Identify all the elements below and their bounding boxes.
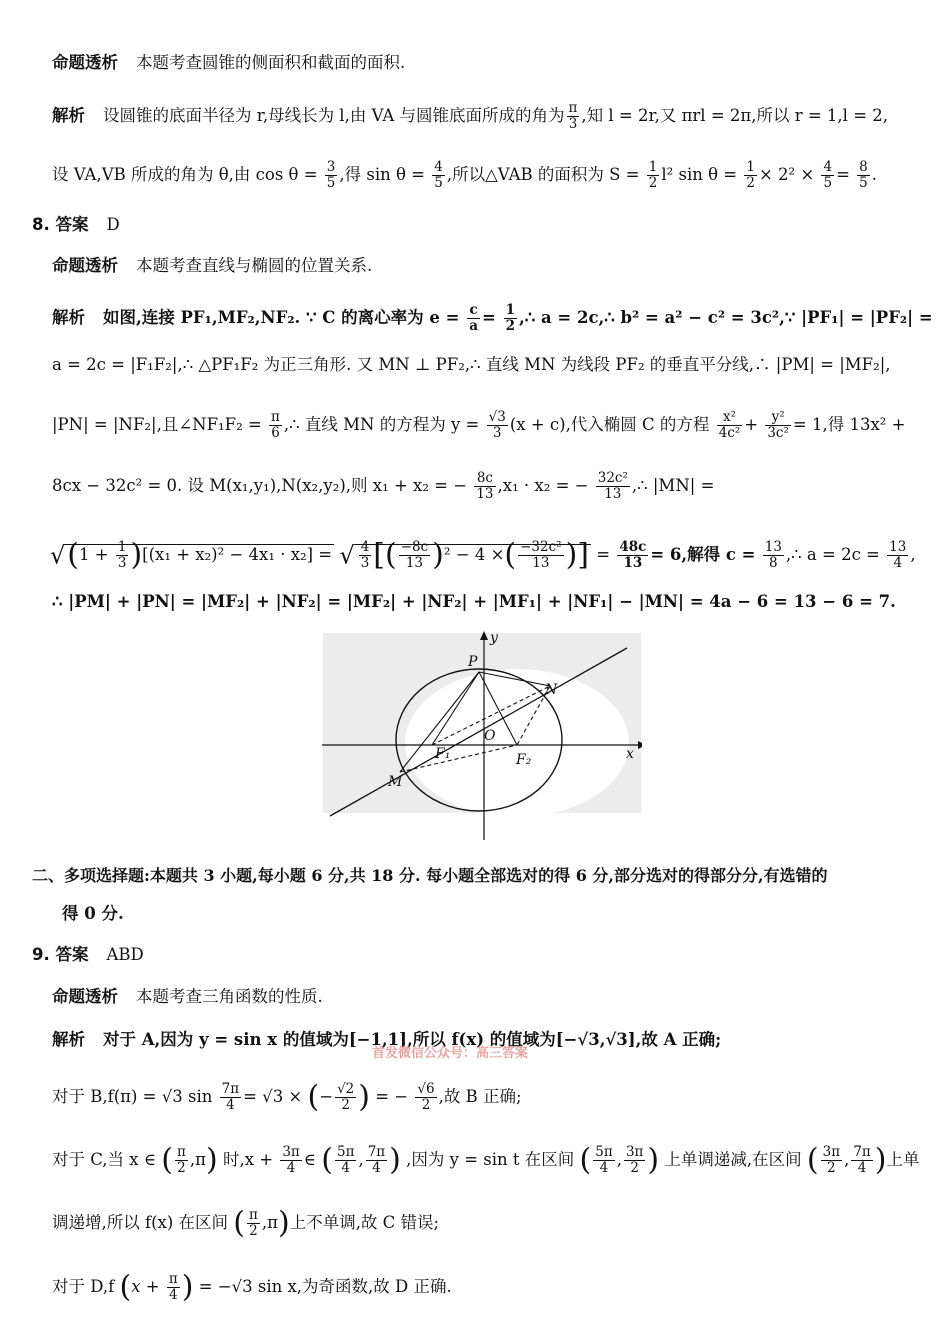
label-p: P <box>468 654 478 670</box>
numerator: π <box>568 100 578 116</box>
text: ,故 B 正确; <box>438 1087 522 1106</box>
text: 设圆锥的底面半径为 r,母线长为 l,由 VA 与圆锥底面所成的角为 <box>103 106 565 125</box>
fraction <box>399 540 430 571</box>
fraction <box>335 1145 356 1176</box>
answer-value: ABD <box>106 945 144 964</box>
fraction <box>617 540 648 571</box>
section2-title-text: 二、多项选择题:本题共 3 小题,每小题 6 分,共 18 分. 每小题全部选对的得 6 分,部分选对的得部分分,有选错的 <box>32 866 828 885</box>
denominator: 5 <box>326 175 336 191</box>
paren: ( <box>806 1142 819 1178</box>
denominator: 4 <box>857 1160 867 1176</box>
label-f1: F₁ <box>435 746 451 762</box>
denominator: 6 <box>271 425 280 441</box>
numerator: −32c² <box>520 539 562 555</box>
fraction <box>765 410 791 441</box>
paren: ) <box>277 1205 290 1241</box>
text: ,∴ a = 2c = <box>785 545 880 564</box>
fraction <box>325 160 338 191</box>
fraction <box>359 540 372 571</box>
fraction <box>415 1082 436 1113</box>
numerator: 3π <box>625 1144 644 1160</box>
text: 上不单调,故 C 错误; <box>289 1213 440 1232</box>
radicand: (1 + $\frac{1}{3}$ )[(x₁ + x₂)² − 4x₁ · x₂] = <box>67 537 333 573</box>
denominator: 3 <box>568 116 578 132</box>
denominator: 4 <box>599 1160 609 1176</box>
text: |PN| = |NF₂|,且∠NF₁F₂ = <box>52 415 262 434</box>
fraction <box>887 540 908 571</box>
paren: ) <box>205 1142 218 1178</box>
radical: √ <box>339 541 355 570</box>
denominator: 5 <box>823 175 833 191</box>
paren: ( <box>504 537 517 573</box>
denominator: 3 <box>117 555 127 571</box>
fraction <box>167 1272 180 1303</box>
text: ,所以△VAB 的面积为 S = <box>446 165 640 184</box>
numerator: 4 <box>360 539 370 555</box>
denominator: 2 <box>630 1160 639 1176</box>
denominator: 2 <box>827 1160 836 1176</box>
text: ,∴ a = 2c,∴ b² = a² − c² = 3c²,∵ |PF₁| = |PF₂| = <box>518 308 933 327</box>
numerator: y² <box>765 410 791 426</box>
numerator: 13 <box>889 539 907 555</box>
text: = <box>481 308 496 327</box>
numerator: √2 <box>337 1081 355 1097</box>
numerator: 7π <box>367 1144 386 1160</box>
numerator: π <box>271 409 280 425</box>
paren: ) <box>432 537 444 573</box>
text: 8cx − 32c² = 0. 设 M(x₁,y₁),N(x₂,y₂),则 x₁ + x₂ = − <box>52 476 468 495</box>
denominator: 3 <box>492 425 502 441</box>
fraction <box>567 101 580 132</box>
solution-tag: 解析 <box>52 308 85 327</box>
numerator: 3π <box>822 1144 841 1160</box>
denominator: a <box>469 318 478 334</box>
numerator: 48c <box>619 539 647 555</box>
denominator: 4 <box>341 1160 351 1176</box>
q8-solution-line-5 <box>50 537 916 573</box>
text: ,得 sin θ = <box>339 165 426 184</box>
fraction <box>269 410 282 441</box>
analysis-tag: 命题透析 <box>52 987 118 1006</box>
text: − 4 × <box>455 545 505 564</box>
text: = 1,得 13x² + <box>792 415 906 434</box>
fraction <box>474 471 495 502</box>
radicand: $\frac{4}{3}$ [( $\frac{-8c}{13}$ )² − 4 ×( $\frac{\text{−32c²}}{13}$ )] <box>355 544 591 564</box>
denominator: 3c² <box>767 425 789 441</box>
paren: ( <box>307 1079 320 1115</box>
q7-analysis-line <box>52 52 405 74</box>
text: , <box>910 545 916 564</box>
denominator: 2 <box>341 1097 350 1113</box>
fraction <box>467 303 480 334</box>
text: 对于 B,f(π) = √3 sin <box>52 1087 213 1106</box>
numerator: 1 <box>117 539 127 555</box>
label-m: M <box>388 774 403 790</box>
denominator: 4 <box>372 1160 381 1176</box>
numerator: −8c <box>400 539 429 555</box>
q8-analysis-line <box>52 255 372 277</box>
numerator: 7π <box>853 1144 871 1160</box>
label-f2: F₂ <box>516 752 532 768</box>
fraction <box>624 1145 645 1176</box>
fraction <box>432 160 445 191</box>
text: ,∴ |MN| = <box>631 476 715 495</box>
background-cutout <box>405 669 629 817</box>
fraction <box>717 410 743 441</box>
text: 设 VA,VB 所成的角为 θ,由 cos θ = <box>52 165 318 184</box>
text: ∴ |PM| + |PN| = |MF₂| + |NF₂| = |MF₂| + |NF₂| + |MF₁| + |NF₁| − |MN| = 4a − 6 = 13 − 6 = 7. <box>52 592 896 611</box>
analysis-tag: 命题透析 <box>52 53 118 72</box>
text: (x + c),代入椭圆 C 的方程 <box>509 415 710 434</box>
q9-answer-line <box>32 944 144 966</box>
text: 上单调递减,在区间 <box>664 1150 802 1169</box>
q7-solution-line-2 <box>52 160 877 191</box>
numerator: 3π <box>282 1144 300 1160</box>
section2-title-cont <box>62 903 124 925</box>
text: 时,x + <box>222 1150 274 1169</box>
numerator: π <box>249 1207 258 1223</box>
numerator: π <box>168 1271 178 1287</box>
text: ,x₁ · x₂ = − <box>497 476 589 495</box>
var-x: x <box>131 1277 141 1296</box>
fraction <box>647 160 660 191</box>
paren: ) <box>647 1142 660 1178</box>
paren: ) <box>874 1142 887 1178</box>
fraction <box>366 1145 387 1176</box>
q8-solution-line-1 <box>52 303 933 334</box>
denominator: 2 <box>177 1160 186 1176</box>
denominator: 2 <box>648 175 658 191</box>
text: 对于 C,当 x ∈ <box>52 1150 157 1169</box>
text: l² sin θ = <box>661 165 738 184</box>
fraction <box>487 410 508 441</box>
text: = − <box>375 1087 409 1106</box>
answer-value: D <box>106 215 120 234</box>
numerator: x² <box>717 410 743 426</box>
x-axis-arrow <box>638 741 642 749</box>
paren: ) <box>389 1142 401 1178</box>
numerator: 8 <box>859 159 868 175</box>
ellipse-figure <box>322 630 642 840</box>
fraction <box>821 160 834 191</box>
text: 调递增,所以 f(x) 在区间 <box>52 1213 229 1232</box>
numerator: 3 <box>326 159 336 175</box>
fraction <box>518 540 563 571</box>
text: = <box>596 545 611 564</box>
section2-title-cont-text: 得 0 分. <box>62 904 124 923</box>
paren: ( <box>233 1205 245 1241</box>
denominator: 2 <box>421 1097 431 1113</box>
denominator: 3 <box>360 555 370 571</box>
q9-solution-c-2: 调递增,所以 f(x) 在区间 ( $\frac{\pi}{2}$ ,π)上不单调,故 C 错误; <box>52 1205 440 1241</box>
section2-title <box>32 865 828 887</box>
denominator: 13 <box>604 486 622 502</box>
numerator: 32c² <box>597 470 628 486</box>
denominator: 4 <box>286 1160 296 1176</box>
numerator: 1 <box>746 159 755 175</box>
fraction <box>851 1145 872 1176</box>
denominator: 13 <box>405 555 424 571</box>
q8-answer-line <box>32 214 120 236</box>
q7-solution-line-1 <box>52 101 888 132</box>
denominator: 13 <box>476 486 494 502</box>
fraction <box>857 160 870 191</box>
text: ,∴ 直线 MN 的方程为 y = <box>283 415 480 434</box>
analysis-text: 本题考查圆锥的侧面积和截面的面积. <box>136 53 406 72</box>
fraction <box>596 471 630 502</box>
label-x: x <box>626 746 634 762</box>
numerator: 7π <box>221 1081 240 1097</box>
text: 对于 D,f <box>52 1277 115 1296</box>
fraction <box>593 1145 614 1176</box>
text: = −√3 sin x,为奇函数,故 D 正确. <box>198 1277 452 1296</box>
text: 上单 <box>886 1150 920 1169</box>
text: ,知 l = 2r,又 πrl = 2π,所以 r = 1,l = 2, <box>581 106 889 125</box>
numerator: π <box>177 1144 186 1160</box>
q9-solution-d: 对于 D,f (x + $\frac{\pi}{4}$ ) = −√3 sin x,为奇函数,故 D 正确. <box>52 1269 452 1305</box>
fraction <box>335 1082 356 1113</box>
fraction <box>116 540 129 571</box>
numerator: 5π <box>595 1144 613 1160</box>
text: [(x₁ + x₂)² − 4x₁ · x₂] = <box>142 545 333 564</box>
denominator: 5 <box>859 175 868 191</box>
q8-solution-line-3 <box>52 410 905 441</box>
q8-solution-line-4 <box>52 471 714 502</box>
analysis-text: 本题考查三角函数的性质. <box>136 987 323 1006</box>
text: = 6,解得 c = <box>650 545 756 564</box>
text: = √3 × <box>243 1087 303 1106</box>
fraction <box>175 1145 188 1176</box>
paren: )] <box>565 537 589 573</box>
denominator: 4c² <box>718 425 741 441</box>
numerator: 4 <box>434 159 443 175</box>
numerator: 5π <box>336 1144 355 1160</box>
numerator: 13 <box>764 539 782 555</box>
paren: ( <box>67 537 80 573</box>
numerator: 4 <box>823 159 833 175</box>
denominator: 5 <box>434 175 443 191</box>
denominator: 2 <box>249 1223 258 1239</box>
paren: ) <box>358 1079 370 1115</box>
fraction <box>280 1145 301 1176</box>
text: a = 2c = |F₁F₂|,∴ △PF₁F₂ 为正三角形. 又 MN ⊥ PF₂,∴ 直线 MN 为线段 PF₂ 的垂直平分线,∴ |PM| = |MF₂|, <box>52 355 891 374</box>
fraction <box>504 303 517 334</box>
numerator: 1 <box>648 159 658 175</box>
q8-solution-line-2 <box>52 354 891 376</box>
label-y: y <box>490 630 498 646</box>
denominator: 4 <box>169 1287 178 1303</box>
denominator: 13 <box>532 555 550 571</box>
paren: ) <box>130 537 143 573</box>
solution-tag: 解析 <box>52 1030 85 1049</box>
q9-analysis-line <box>52 986 323 1008</box>
analysis-tag: 命题透析 <box>52 256 118 275</box>
watermark: 首发微信公众号：高三答案 <box>372 1046 529 1061</box>
radical: √ <box>50 541 66 570</box>
text: = <box>836 165 850 184</box>
text: 如图,连接 PF₁,MF₂,NF₂. ∵ C 的离心率为 e = <box>103 308 460 327</box>
text: + <box>744 415 759 434</box>
numerator: 1 <box>505 302 515 318</box>
denominator: 8 <box>769 555 778 571</box>
text: . <box>871 165 877 184</box>
paren: ( <box>161 1142 174 1178</box>
answer-label: 9. 答案 <box>32 945 89 964</box>
numerator: √3 <box>488 409 506 425</box>
numerator: 8c <box>474 471 495 487</box>
fraction <box>247 1208 260 1239</box>
paren: ) <box>181 1269 194 1305</box>
label-n: N <box>545 682 558 698</box>
numerator: √6 <box>417 1081 435 1097</box>
fraction <box>763 540 784 571</box>
q9-solution-b: 对于 B,f(π) = √3 sin $\frac{7\pi}{4}$ = √3 × (− $\frac{√2}{2}$ ) = − $\frac{√6}{2}$ ,故 B 正确; <box>52 1079 522 1115</box>
q9-solution-a <box>52 1029 722 1061</box>
paren: [( <box>373 537 397 573</box>
denominator: 13 <box>623 555 643 571</box>
fraction <box>821 1145 842 1176</box>
paren: ( <box>579 1142 592 1178</box>
denominator: 4 <box>226 1097 235 1113</box>
text: 对于 A,因为 y = sin x 的值域为[−1,1],所以 f(x) 的值域为[−√3,√3],故 A 正确; <box>103 1030 722 1049</box>
numerator: c <box>467 303 480 319</box>
denominator: 2 <box>505 318 515 334</box>
answer-label: 8. 答案 <box>32 215 89 234</box>
solution-tag: 解析 <box>52 106 85 125</box>
analysis-text: 本题考查直线与椭圆的位置关系. <box>136 256 373 275</box>
fraction <box>220 1082 241 1113</box>
label-o: O <box>484 728 496 744</box>
q9-solution-c-1: 对于 C,当 x ∈ ( $\frac{\pi}{2}$ ,π) 时,x + $\frac{3\pi}{4}$ ∈ ( $\frac{5\pi}{4}$ , $\frac{7\pi}{4}$ ) ,因为 y = sin t 在区间 ( $\frac{5\pi}{4}$ , $\frac{3\pi}{2}$ ) 上单调递减,在区间 ( $\frac{3\pi}{2}$ , $\frac{7\pi}{4}$ )上单 <box>52 1142 920 1178</box>
paren: ( <box>119 1269 132 1305</box>
fraction <box>744 160 757 191</box>
denominator: 2 <box>746 175 755 191</box>
text: × 2² × <box>758 165 815 184</box>
q8-solution-line-6 <box>52 591 896 613</box>
paren: ( <box>321 1142 333 1178</box>
denominator: 4 <box>893 555 903 571</box>
text: ∈ <box>303 1150 317 1169</box>
text: ,因为 y = sin t 在区间 <box>406 1150 575 1169</box>
